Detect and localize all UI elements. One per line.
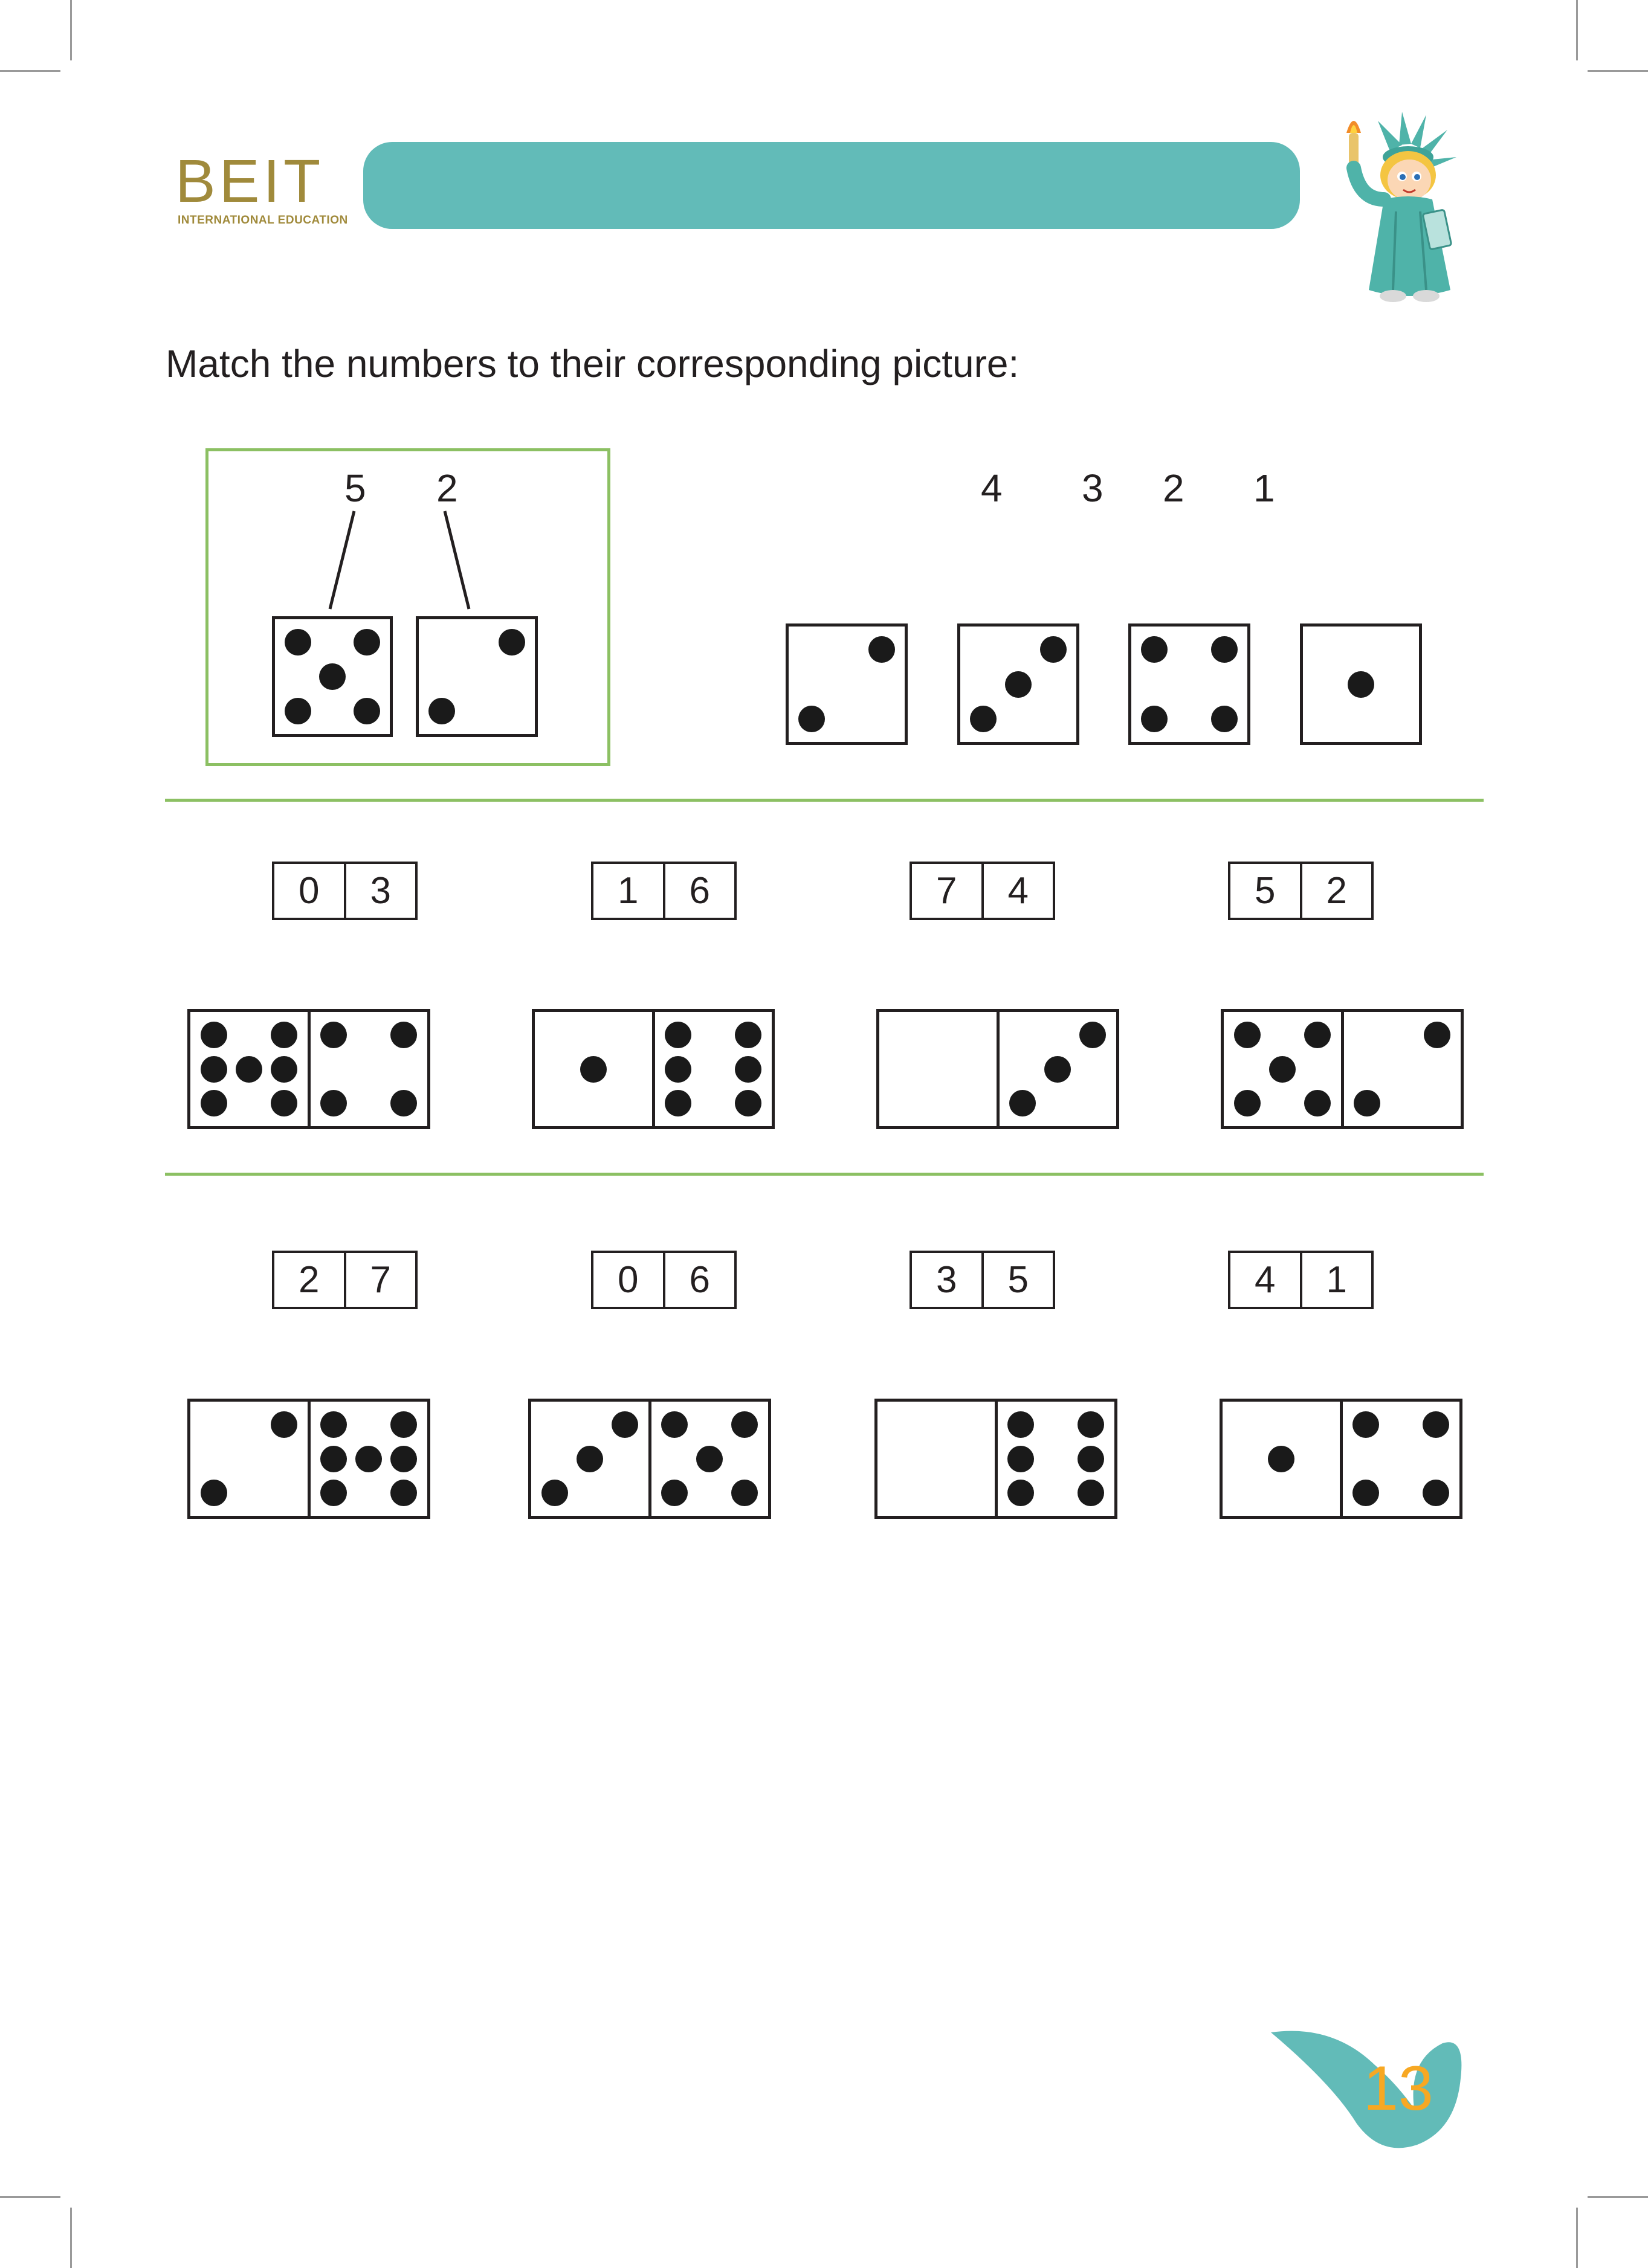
domino-pip	[696, 1446, 723, 1472]
number-pair-box: 5 2	[1228, 862, 1374, 920]
domino-half	[190, 1012, 311, 1126]
domino-tile	[874, 1399, 1117, 1519]
domino-pip	[320, 1411, 347, 1438]
title-banner	[363, 142, 1300, 229]
row1-number: 4	[981, 466, 1003, 510]
domino-pip	[1040, 636, 1067, 663]
domino-half	[655, 1012, 772, 1126]
domino-pip	[271, 1090, 297, 1116]
domino-half	[190, 1402, 311, 1516]
statue-of-liberty-mascot-icon	[1336, 109, 1475, 308]
domino-pip	[1078, 1411, 1104, 1438]
die-face	[786, 623, 908, 745]
domino-pip	[665, 1090, 691, 1116]
domino-pip	[1269, 1056, 1296, 1083]
domino-pip	[1141, 706, 1168, 732]
domino-pip	[1352, 1411, 1379, 1438]
domino-tile	[187, 1399, 430, 1519]
domino-pip	[319, 663, 346, 690]
domino-pip	[390, 1446, 417, 1472]
crop-mark	[1588, 70, 1648, 72]
domino-half	[311, 1402, 428, 1516]
domino-pip	[285, 629, 311, 656]
brand-subtitle: INTERNATIONAL EDUCATION	[178, 214, 348, 227]
domino-pip	[201, 1480, 227, 1506]
domino-pip	[1141, 636, 1168, 663]
domino-pip	[354, 629, 380, 656]
domino-pip	[201, 1056, 227, 1083]
example-number: 5	[344, 466, 366, 510]
domino-pip	[390, 1090, 417, 1116]
domino-pip	[320, 1480, 347, 1506]
section-divider	[165, 799, 1484, 802]
domino-pip	[1211, 706, 1238, 732]
domino-tile	[1221, 1009, 1464, 1129]
domino-half	[531, 1402, 651, 1516]
example-box	[205, 448, 610, 766]
domino-half	[651, 1402, 769, 1516]
instruction-text: Match the numbers to their corresponding picture:	[166, 342, 1019, 385]
crop-mark	[70, 2208, 72, 2268]
domino-pip	[1424, 1022, 1450, 1048]
domino-pip	[1007, 1411, 1034, 1438]
number-pair-box: 0 3	[272, 862, 418, 920]
domino-pip	[1354, 1090, 1380, 1116]
domino-pip	[499, 629, 525, 656]
domino-pip	[661, 1411, 688, 1438]
domino-pip	[201, 1090, 227, 1116]
domino-pip	[1352, 1480, 1379, 1506]
domino-pip	[1234, 1022, 1261, 1048]
domino-half	[535, 1012, 655, 1126]
domino-pip	[665, 1022, 691, 1048]
crop-mark	[1576, 2208, 1578, 2268]
domino-half	[311, 1012, 428, 1126]
die-face	[1128, 623, 1250, 745]
number-pair-box: 2 7	[272, 1251, 418, 1309]
domino-half	[1000, 1012, 1117, 1126]
domino-pip	[1044, 1056, 1071, 1083]
domino-pip	[271, 1411, 297, 1438]
die-face	[1300, 623, 1422, 745]
domino-half	[1224, 1012, 1344, 1126]
domino-pip	[735, 1090, 761, 1116]
crop-mark	[1588, 2196, 1648, 2198]
domino-pip	[1007, 1480, 1034, 1506]
domino-pip	[1005, 671, 1032, 698]
number-pair-box: 7 4	[910, 862, 1055, 920]
domino-half	[1343, 1402, 1460, 1516]
number-pair-box: 4 1	[1228, 1251, 1374, 1309]
row1-number: 2	[1163, 466, 1184, 510]
crop-mark	[0, 2196, 60, 2198]
domino-pip	[236, 1056, 262, 1083]
example-number: 2	[436, 466, 458, 510]
domino-pip	[355, 1446, 382, 1472]
domino-pip	[390, 1411, 417, 1438]
domino-pip	[320, 1446, 347, 1472]
domino-tile	[876, 1009, 1119, 1129]
domino-pip	[1211, 636, 1238, 663]
domino-half	[998, 1402, 1115, 1516]
domino-tile	[528, 1399, 771, 1519]
domino-pip	[1079, 1022, 1106, 1048]
domino-pip	[665, 1056, 691, 1083]
number-pair-box: 3 5	[910, 1251, 1055, 1309]
domino-pip	[1423, 1480, 1449, 1506]
domino-pip	[271, 1056, 297, 1083]
domino-pip	[868, 636, 895, 663]
domino-pip	[1348, 671, 1374, 698]
domino-pip	[1423, 1411, 1449, 1438]
row1-number: 1	[1253, 466, 1275, 510]
domino-pip	[1009, 1090, 1036, 1116]
domino-pip	[1234, 1090, 1261, 1116]
page-number: 13	[1363, 2054, 1433, 2124]
domino-pip	[731, 1480, 758, 1506]
number-pair-box: 1 6	[591, 862, 737, 920]
domino-pip	[541, 1480, 568, 1506]
domino-half	[879, 1012, 1000, 1126]
domino-pip	[1304, 1090, 1331, 1116]
brand-logo: BEIT	[175, 147, 325, 215]
domino-pip	[612, 1411, 638, 1438]
number-pair-box: 0 6	[591, 1251, 737, 1309]
domino-pip	[1304, 1022, 1331, 1048]
domino-pip	[354, 698, 380, 724]
domino-half	[1223, 1402, 1343, 1516]
die-face	[416, 616, 538, 737]
domino-pip	[390, 1480, 417, 1506]
crop-mark	[1576, 0, 1578, 60]
domino-pip	[201, 1022, 227, 1048]
domino-tile	[532, 1009, 775, 1129]
domino-pip	[1078, 1446, 1104, 1472]
die-face	[272, 616, 393, 737]
crop-mark	[70, 0, 72, 60]
row1-number: 3	[1082, 466, 1104, 510]
domino-pip	[1268, 1446, 1294, 1472]
domino-pip	[661, 1480, 688, 1506]
section-divider	[165, 1173, 1484, 1176]
domino-pip	[320, 1090, 347, 1116]
domino-pip	[285, 698, 311, 724]
domino-pip	[390, 1022, 417, 1048]
domino-pip	[798, 706, 825, 732]
domino-pip	[320, 1022, 347, 1048]
domino-half	[1344, 1012, 1461, 1126]
die-face	[957, 623, 1079, 745]
domino-pip	[1007, 1446, 1034, 1472]
domino-pip	[735, 1056, 761, 1083]
domino-half	[877, 1402, 998, 1516]
domino-pip	[580, 1056, 607, 1083]
crop-mark	[0, 70, 60, 72]
domino-tile	[187, 1009, 430, 1129]
domino-pip	[970, 706, 997, 732]
domino-pip	[271, 1022, 297, 1048]
domino-pip	[731, 1411, 758, 1438]
domino-pip	[735, 1022, 761, 1048]
domino-pip	[428, 698, 455, 724]
domino-pip	[1078, 1480, 1104, 1506]
domino-pip	[577, 1446, 603, 1472]
domino-tile	[1220, 1399, 1462, 1519]
